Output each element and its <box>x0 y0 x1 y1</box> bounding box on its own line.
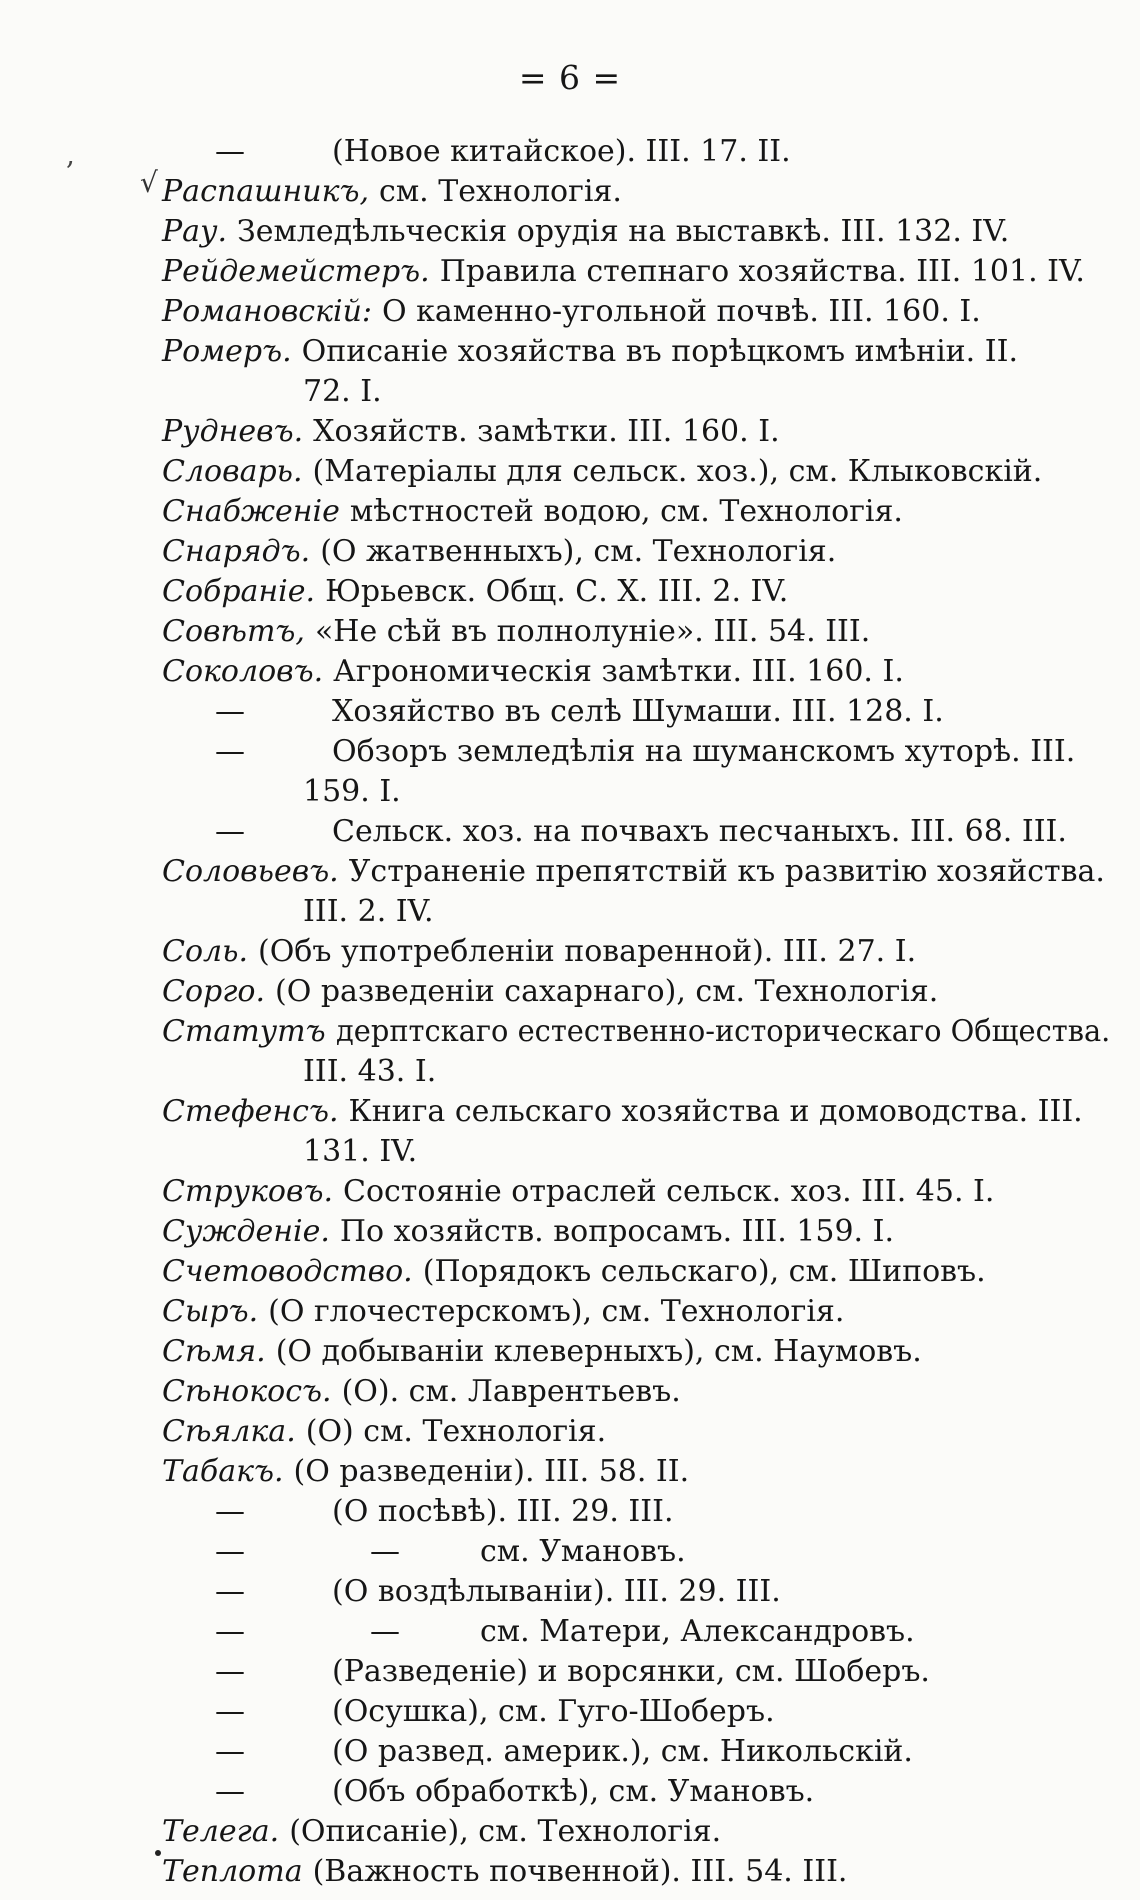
entry-heading: Снабженіе <box>162 494 340 529</box>
entry-heading: Сорго. <box>162 974 265 1009</box>
entry-text: (Объ обработкѣ), см. Умановъ. <box>332 1774 815 1809</box>
entry-heading: Распашникъ, <box>162 174 370 209</box>
ditto-dash: — <box>215 1614 245 1649</box>
index-entry <box>0 1652 1140 1692</box>
index-entry <box>0 1772 1140 1812</box>
ditto-dash: — <box>370 1534 400 1569</box>
entry-text: (О развед. америк.), см. Никольскій. <box>332 1734 913 1769</box>
ditto-dash: — <box>215 1494 245 1529</box>
entry-text: (О разведеніи). III. 58. II. <box>293 1454 690 1489</box>
entry-text: (О разведеніи сахарнаго), см. Технологія. <box>274 974 939 1009</box>
entry-heading: Рейдемейстеръ. <box>162 254 430 289</box>
entry-heading: Сѣялка. <box>162 1414 296 1449</box>
entry-heading: Совѣтъ, <box>162 614 305 649</box>
ink-dot <box>155 1850 161 1856</box>
entry-heading: Теплота <box>162 1854 303 1889</box>
ditto-dash: — <box>215 1574 245 1609</box>
entry-text: «Не сѣй въ полнолуніе». III. 54. III. <box>314 614 871 649</box>
entry-text: Описаніе хозяйства въ порѣцкомъ имѣніи. II. <box>301 334 1018 369</box>
index-entry <box>0 812 1140 852</box>
index-entry <box>0 1212 1140 1252</box>
entry-heading: Снарядъ. <box>162 534 311 569</box>
index-entry <box>0 532 1140 572</box>
index-entry <box>0 852 1140 892</box>
ditto-dash: — <box>215 694 245 729</box>
entry-text: (О посѣвѣ). III. 29. III. <box>332 1494 674 1529</box>
entry-heading: Стефенсъ. <box>162 1094 339 1129</box>
index-entry <box>0 1332 1140 1372</box>
index-entry <box>0 1692 1140 1732</box>
entry-text: (Описаніе), см. Технологія. <box>289 1814 722 1849</box>
index-entry <box>0 292 1140 332</box>
entry-text: (О добываніи клеверныхъ), см. Наумовъ. <box>275 1334 922 1369</box>
entry-text: О каменно-угольной почвѣ. III. 160. I. <box>382 294 981 329</box>
entry-text: Обзоръ земледѣлія на шуманскомъ хуторѣ. III. <box>332 734 1076 769</box>
entry-text: см. Умановъ. <box>480 1534 686 1569</box>
entry-heading: Собраніе. <box>162 574 316 609</box>
entry-text: (Разведеніе) и ворсянки, см. Шоберъ. <box>332 1654 930 1689</box>
index-entry <box>0 1572 1140 1612</box>
index-entry <box>0 1292 1140 1332</box>
entry-heading: Соколовъ. <box>162 654 324 689</box>
margin-tick-mark: , <box>66 138 75 171</box>
index-entry <box>0 332 1140 372</box>
index-entry <box>0 1452 1140 1492</box>
entry-text: Сельск. хоз. на почвахъ песчаныхъ. III. 68. III. <box>332 814 1067 849</box>
entry-text: дерптскаго естественно-историческаго Общества. <box>335 1014 1110 1049</box>
entry-text: (О) см. Технологія. <box>305 1414 607 1449</box>
index-entry <box>0 492 1140 532</box>
index-entry <box>0 652 1140 692</box>
index-entry <box>0 1132 1140 1172</box>
index-entry <box>0 252 1140 292</box>
index-entry <box>0 1172 1140 1212</box>
entry-text: Юрьевск. Общ. С. Х. III. 2. IV. <box>325 574 789 609</box>
ditto-dash: — <box>215 1534 245 1569</box>
index-entry <box>0 1012 1140 1052</box>
entry-heading: Счетоводство. <box>162 1254 413 1289</box>
entry-text: (Объ употребленіи поваренной). III. 27. I. <box>258 934 917 969</box>
index-entry <box>0 932 1140 972</box>
index-entry <box>0 1812 1140 1852</box>
index-entry <box>0 1372 1140 1412</box>
entry-heading: Сѣмя. <box>162 1334 266 1369</box>
entry-text: (Важность почвенной). III. 54. III. <box>312 1854 848 1889</box>
entry-text: Агрономическія замѣтки. III. 160. I. <box>333 654 904 689</box>
index-entry <box>0 212 1140 252</box>
ditto-dash: — <box>215 134 245 169</box>
entry-continuation: 131. IV. <box>303 1134 418 1169</box>
entry-heading: Статутъ <box>162 1014 326 1049</box>
index-entry <box>0 1252 1140 1292</box>
entry-heading: Телега. <box>162 1814 280 1849</box>
index-entry <box>0 1492 1140 1532</box>
entry-text: мѣстностей водою, см. Технологія. <box>349 494 903 529</box>
index-entry <box>0 612 1140 652</box>
index-entry <box>0 132 1140 172</box>
entry-continuation: 159. I. <box>303 774 401 809</box>
entry-heading: Романовскій: <box>162 294 373 329</box>
entry-text: Состояніе отраслей сельск. хоз. III. 45. I. <box>342 1174 995 1209</box>
ditto-dash: — <box>370 1614 400 1649</box>
entry-continuation: 72. I. <box>303 374 382 409</box>
ditto-dash: — <box>215 1694 245 1729</box>
entry-text: Книга сельскаго хозяйства и домоводства. III. <box>348 1094 1083 1129</box>
index-entry <box>0 1732 1140 1772</box>
page-number: = 6 = <box>518 58 622 97</box>
index-entry <box>0 1092 1140 1132</box>
entry-text: Земледѣльческія орудія на выставкѣ. III. 132. IV. <box>237 214 1010 249</box>
entry-text: По хозяйств. вопросамъ. III. 159. I. <box>339 1214 894 1249</box>
entry-continuation: III. 43. I. <box>303 1054 437 1089</box>
index-entry <box>0 732 1140 772</box>
index-entry <box>0 892 1140 932</box>
ditto-dash: — <box>215 1774 245 1809</box>
entry-heading: Табакъ. <box>162 1454 284 1489</box>
entry-heading: Словарь. <box>162 454 303 489</box>
index-entry <box>0 412 1140 452</box>
ditto-dash: — <box>215 1734 245 1769</box>
ditto-dash: — <box>215 814 245 849</box>
entry-text: Правила степнаго хозяйства. III. 101. IV. <box>439 254 1085 289</box>
entry-text: Устраненіе препятствій къ развитію хозяйства. <box>348 854 1105 889</box>
entry-text: (О жатвенныхъ), см. Технологія. <box>320 534 837 569</box>
index-entry <box>0 1852 1140 1892</box>
margin-check-mark: √ <box>140 166 158 199</box>
index-entry <box>0 572 1140 612</box>
entry-heading: Сѣнокосъ. <box>162 1374 332 1409</box>
entry-text: (О). см. Лаврентьевъ. <box>341 1374 681 1409</box>
entry-continuation: III. 2. IV. <box>303 894 434 929</box>
entry-text: см. Матери, Александровъ. <box>480 1614 915 1649</box>
index-entry <box>0 972 1140 1012</box>
entry-heading: Соль. <box>162 934 248 969</box>
index-entry <box>0 452 1140 492</box>
entry-text: (Порядокъ сельскаго), см. Шиповъ. <box>422 1254 986 1289</box>
entry-heading: Соловьевъ. <box>162 854 339 889</box>
index-entry <box>0 692 1140 732</box>
entry-heading: Рудневъ. <box>162 414 304 449</box>
entry-heading: Струковъ. <box>162 1174 333 1209</box>
entry-text: (Матеріалы для сельск. хоз.), см. Клыковскій. <box>312 454 1043 489</box>
index-entry <box>0 372 1140 412</box>
entry-text: Хозяйств. замѣтки. III. 160. I. <box>313 414 780 449</box>
entry-text: (О воздѣлываніи). III. 29. III. <box>332 1574 781 1609</box>
index-entry <box>0 1612 1140 1652</box>
index-entry <box>0 1052 1140 1092</box>
entry-text: см. Технологія. <box>379 174 622 209</box>
ditto-dash: — <box>215 734 245 769</box>
index-entries <box>0 132 1140 1892</box>
entry-text: (Новое китайское). III. 17. II. <box>332 134 791 169</box>
entry-heading: Сыръ. <box>162 1294 259 1329</box>
index-entry <box>0 1412 1140 1452</box>
entry-text: (О глочестерскомъ), см. Технологія. <box>268 1294 845 1329</box>
index-entry <box>0 172 1140 212</box>
entry-heading: Рау. <box>162 214 228 249</box>
ditto-dash: — <box>215 1654 245 1689</box>
index-entry <box>0 772 1140 812</box>
index-entry <box>0 1532 1140 1572</box>
entry-text: Хозяйство въ селѣ Шумаши. III. 128. I. <box>332 694 944 729</box>
entry-heading: Сужденіе. <box>162 1214 330 1249</box>
entry-text: (Осушка), см. Гуго-Шоберъ. <box>332 1694 775 1729</box>
entry-heading: Ромеръ. <box>162 334 292 369</box>
